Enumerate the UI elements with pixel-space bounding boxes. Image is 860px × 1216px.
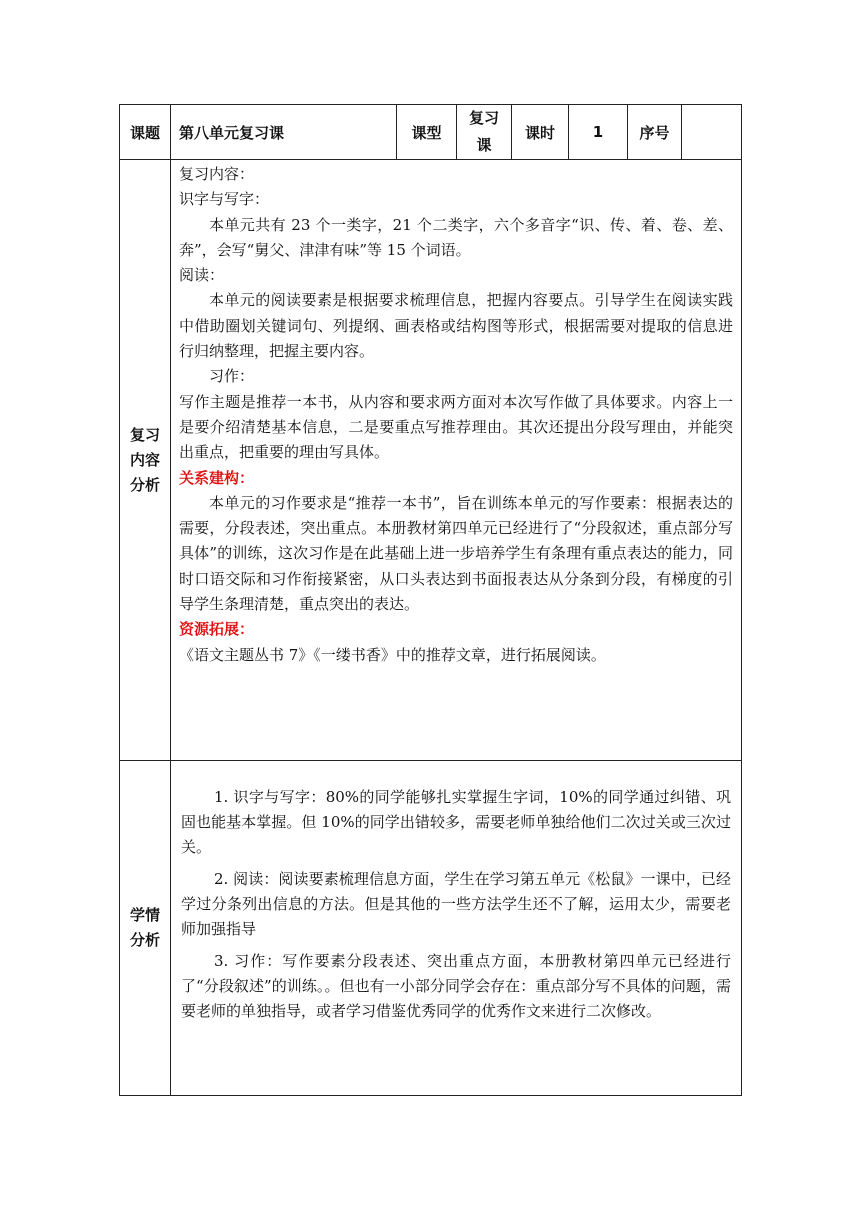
learning-side-label: 学情 分析 — [120, 761, 171, 1096]
lesson-type-line1: 复习 — [468, 109, 499, 127]
relation-paragraph: 本单元的习作要求是“推荐一本书”，旨在训练本单元的写作要素：根据表达的需要，分段表述，突出重点。本册教材第四单元已经进行了“分段叙述，重点部分写具体”的训练，这次习作是在此基础上进一步培养学生有条理有重点表达的能力，同时口语交际和习作衔接紧密，从口头表达到书面报表达从分条到分段，有梯度的引导学生条理清楚，重点突出的表达。 — [179, 493, 733, 614]
label-type: 课型 — [397, 105, 457, 160]
review-content — [171, 160, 742, 761]
label-seq: 序号 — [628, 105, 682, 160]
reading-heading: 阅读： — [179, 266, 225, 285]
lesson-hours: 1 — [569, 105, 628, 160]
lesson-plan-table — [119, 104, 742, 1096]
resource-heading: 资源拓展： — [179, 620, 255, 639]
label-title: 课题 — [120, 105, 171, 160]
label-hours: 课时 — [512, 105, 569, 160]
resource-paragraph: 《语文主题丛书 7》《一缕书香》中的推荐文章，进行拓展阅读。 — [179, 645, 606, 664]
writing-heading: 习作： — [209, 367, 255, 386]
lesson-type-line2: 课 — [476, 136, 492, 154]
review-heading: 复习内容： — [179, 165, 255, 183]
lesson-title: 第八单元复习课 — [171, 105, 397, 160]
literacy-paragraph: 本单元共有 23 个一类字，21 个二类字，六个多音字“识、传、着、卷、差、奔”，会写“舅父、津津有味”等 15 个词语。 — [179, 215, 733, 259]
learning-item-1: 1. 识字与写字：80%的同学能够扎实掌握生字词，10%的同学通过纠错、巩固也能基本掌握。但 10%的同学出错较多，需要老师单独给他们二次过关或三次过关。 — [181, 788, 731, 856]
lesson-type — [457, 105, 512, 160]
reading-paragraph: 本单元的阅读要素是根据要求梳理信息，把握内容要点。引导学生在阅读实践中借助圈划关键词句、列提纲、画表格或结构图等形式，根据需要对提取的信息进行归纳整理，把握主要内容。 — [179, 291, 733, 361]
review-side-label: 复习 内容 分析 — [120, 160, 171, 761]
review-row — [120, 160, 742, 761]
learning-item-2: 2. 阅读：阅读要素梳理信息方面，学生在学习第五单元《松鼠》一课中，已经学过分条列出信息的方法。但是其他的一些方法学生还不了解，运用太少，需要老师加强指导 — [181, 870, 731, 938]
literacy-heading: 识字与写字： — [179, 190, 270, 209]
lesson-seq — [682, 105, 742, 160]
writing-paragraph: 写作主题是推荐一本书，从内容和要求两方面对本次写作做了具体要求。内容上一是要介绍清楚基本信息，二是要重点写推荐理由。其次还提出分段写理由，并能突出重点，把重要的理由写具体。 — [179, 392, 733, 462]
header-row — [120, 105, 742, 160]
learning-content — [171, 761, 742, 1096]
learning-row — [120, 761, 742, 1096]
relation-heading: 关系建构： — [179, 468, 255, 487]
learning-item-3: 3. 习作：写作要素分段表述、突出重点方面，本册教材第四单元已经进行了“分段叙述”的训练。。但也有一小部分同学会存在：重点部分写不具体的问题，需要老师的单独指导，或者学习借鉴优秀同学的优秀作文来进行二次修改。 — [181, 952, 731, 1020]
